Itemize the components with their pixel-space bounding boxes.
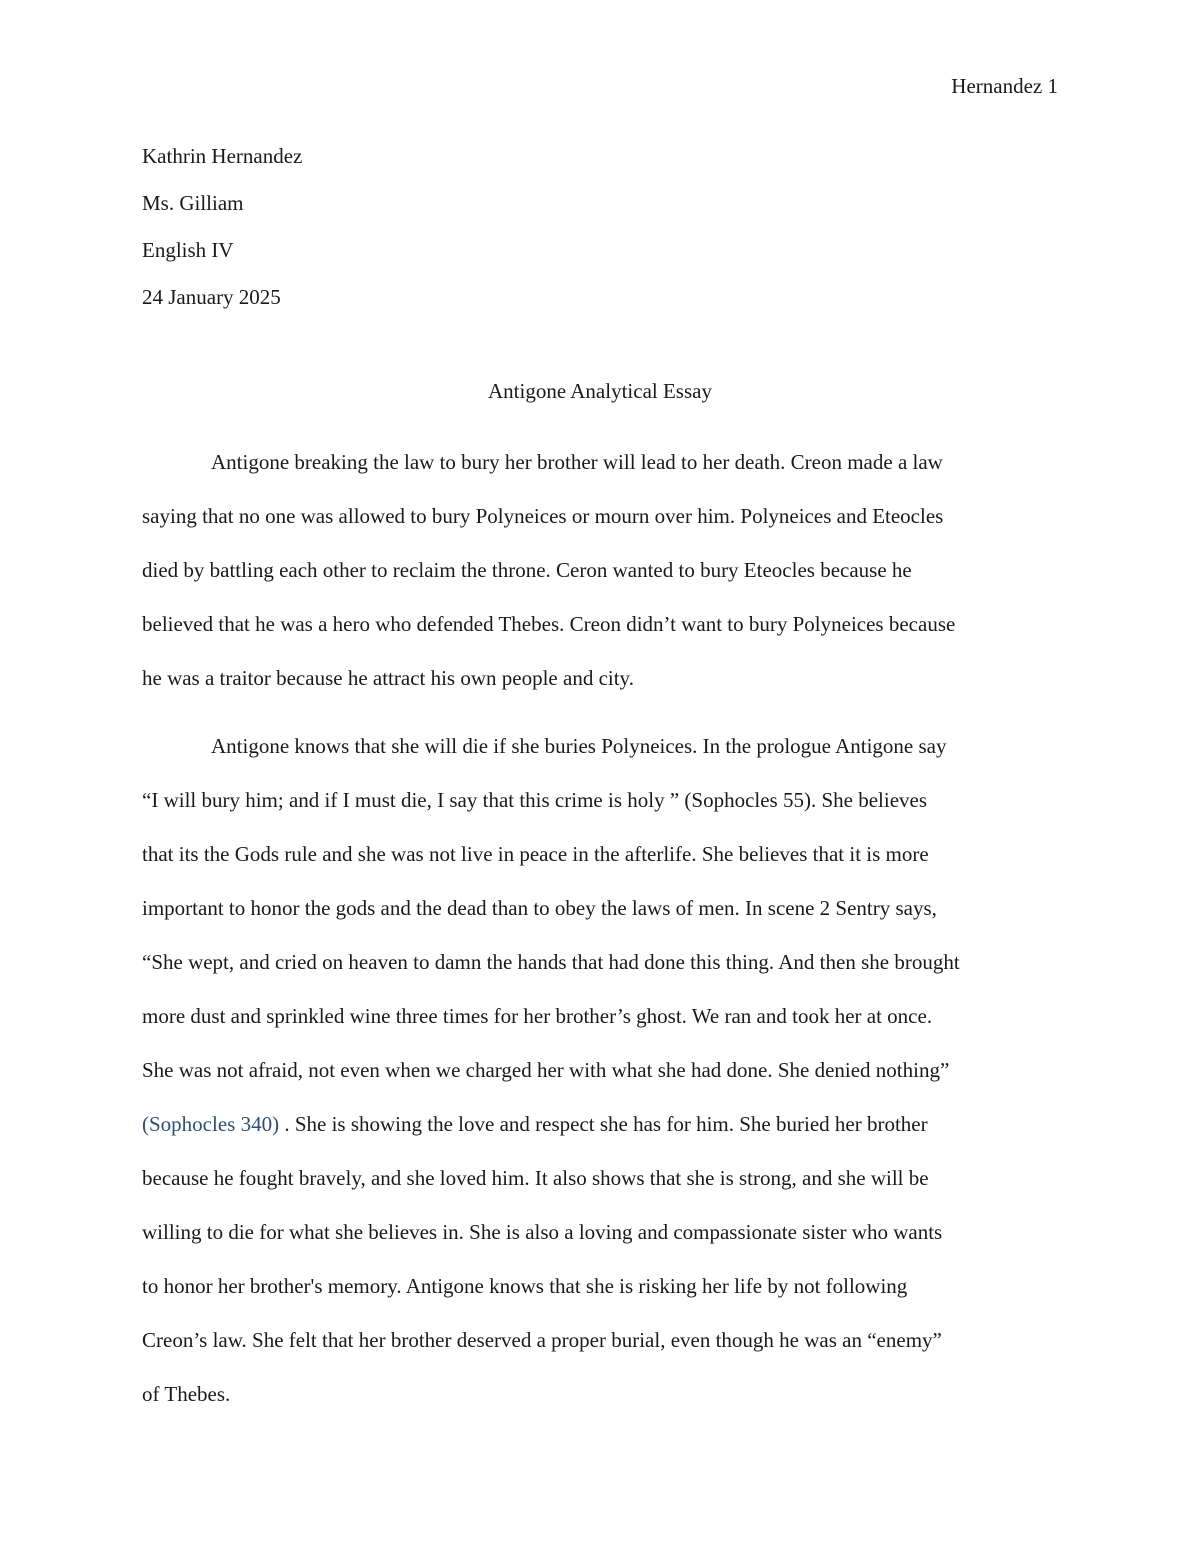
mla-heading [142, 142, 1058, 330]
paragraph-2 [142, 732, 1062, 1434]
essay-title: Antigone Analytical Essay [488, 379, 712, 403]
paragraph-line: She was not afraid, not even when we charged her with what she had done. She denied nothing” [142, 1058, 950, 1082]
paragraph-line: Creon’s law. She felt that her brother deserved a proper burial, even though he was an “enemy” [142, 1328, 942, 1352]
paragraph-line: Antigone knows that she will die if she buries Polyneices. In the prologue Antigone say [211, 734, 947, 758]
paragraph-line: important to honor the gods and the dead than to obey the laws of men. In scene 2 Sentry says, [142, 896, 937, 920]
paragraph-1 [142, 448, 1062, 718]
paragraph-line: “She wept, and cried on heaven to damn the hands that had done this thing. And then she brought [142, 950, 960, 974]
paragraph-line: saying that no one was allowed to bury Polyneices or mourn over him. Polyneices and Eteocles [142, 504, 944, 528]
teacher-name: Ms. Gilliam [142, 191, 244, 215]
essay-body [142, 448, 1062, 1448]
paragraph-line [142, 1110, 1062, 1164]
paragraph-line-rest: . She is showing the love and respect she has for him. She buried her brother [279, 1112, 928, 1136]
paragraph-line: “I will bury him; and if I must die, I say that this crime is holy ” (Sophocles 55). She believes [142, 788, 928, 812]
paragraph-line: that its the Gods rule and she was not live in peace in the afterlife. She believes that it is more [142, 842, 929, 866]
paragraph-line: Antigone breaking the law to bury her brother will lead to her death. Creon made a law [211, 450, 943, 474]
citation-link[interactable]: (Sophocles 340) [142, 1112, 280, 1136]
paragraph-line: died by battling each other to reclaim the throne. Ceron wanted to bury Eteocles because he [142, 558, 912, 582]
course-name: English IV [142, 238, 234, 262]
essay-date: 24 January 2025 [142, 285, 281, 309]
paragraph-line: more dust and sprinkled wine three times for her brother’s ghost. We ran and took her at once. [142, 1004, 933, 1028]
paragraph-line: he was a traitor because he attract his own people and city. [142, 666, 634, 690]
student-name: Kathrin Hernandez [142, 144, 303, 168]
paragraph-line: of Thebes. [142, 1382, 231, 1406]
paragraph-line: believed that he was a hero who defended Thebes. Creon didn’t want to bury Polyneices because [142, 612, 956, 636]
paragraph-line: to honor her brother's memory. Antigone knows that she is risking her life by not following [142, 1274, 908, 1298]
running-head: Hernandez 1 [951, 74, 1058, 98]
paragraph-line: willing to die for what she believes in. She is also a loving and compassionate sister who wants [142, 1220, 943, 1244]
paragraph-line: because he fought bravely, and she loved him. It also shows that she is strong, and she will be [142, 1166, 929, 1190]
